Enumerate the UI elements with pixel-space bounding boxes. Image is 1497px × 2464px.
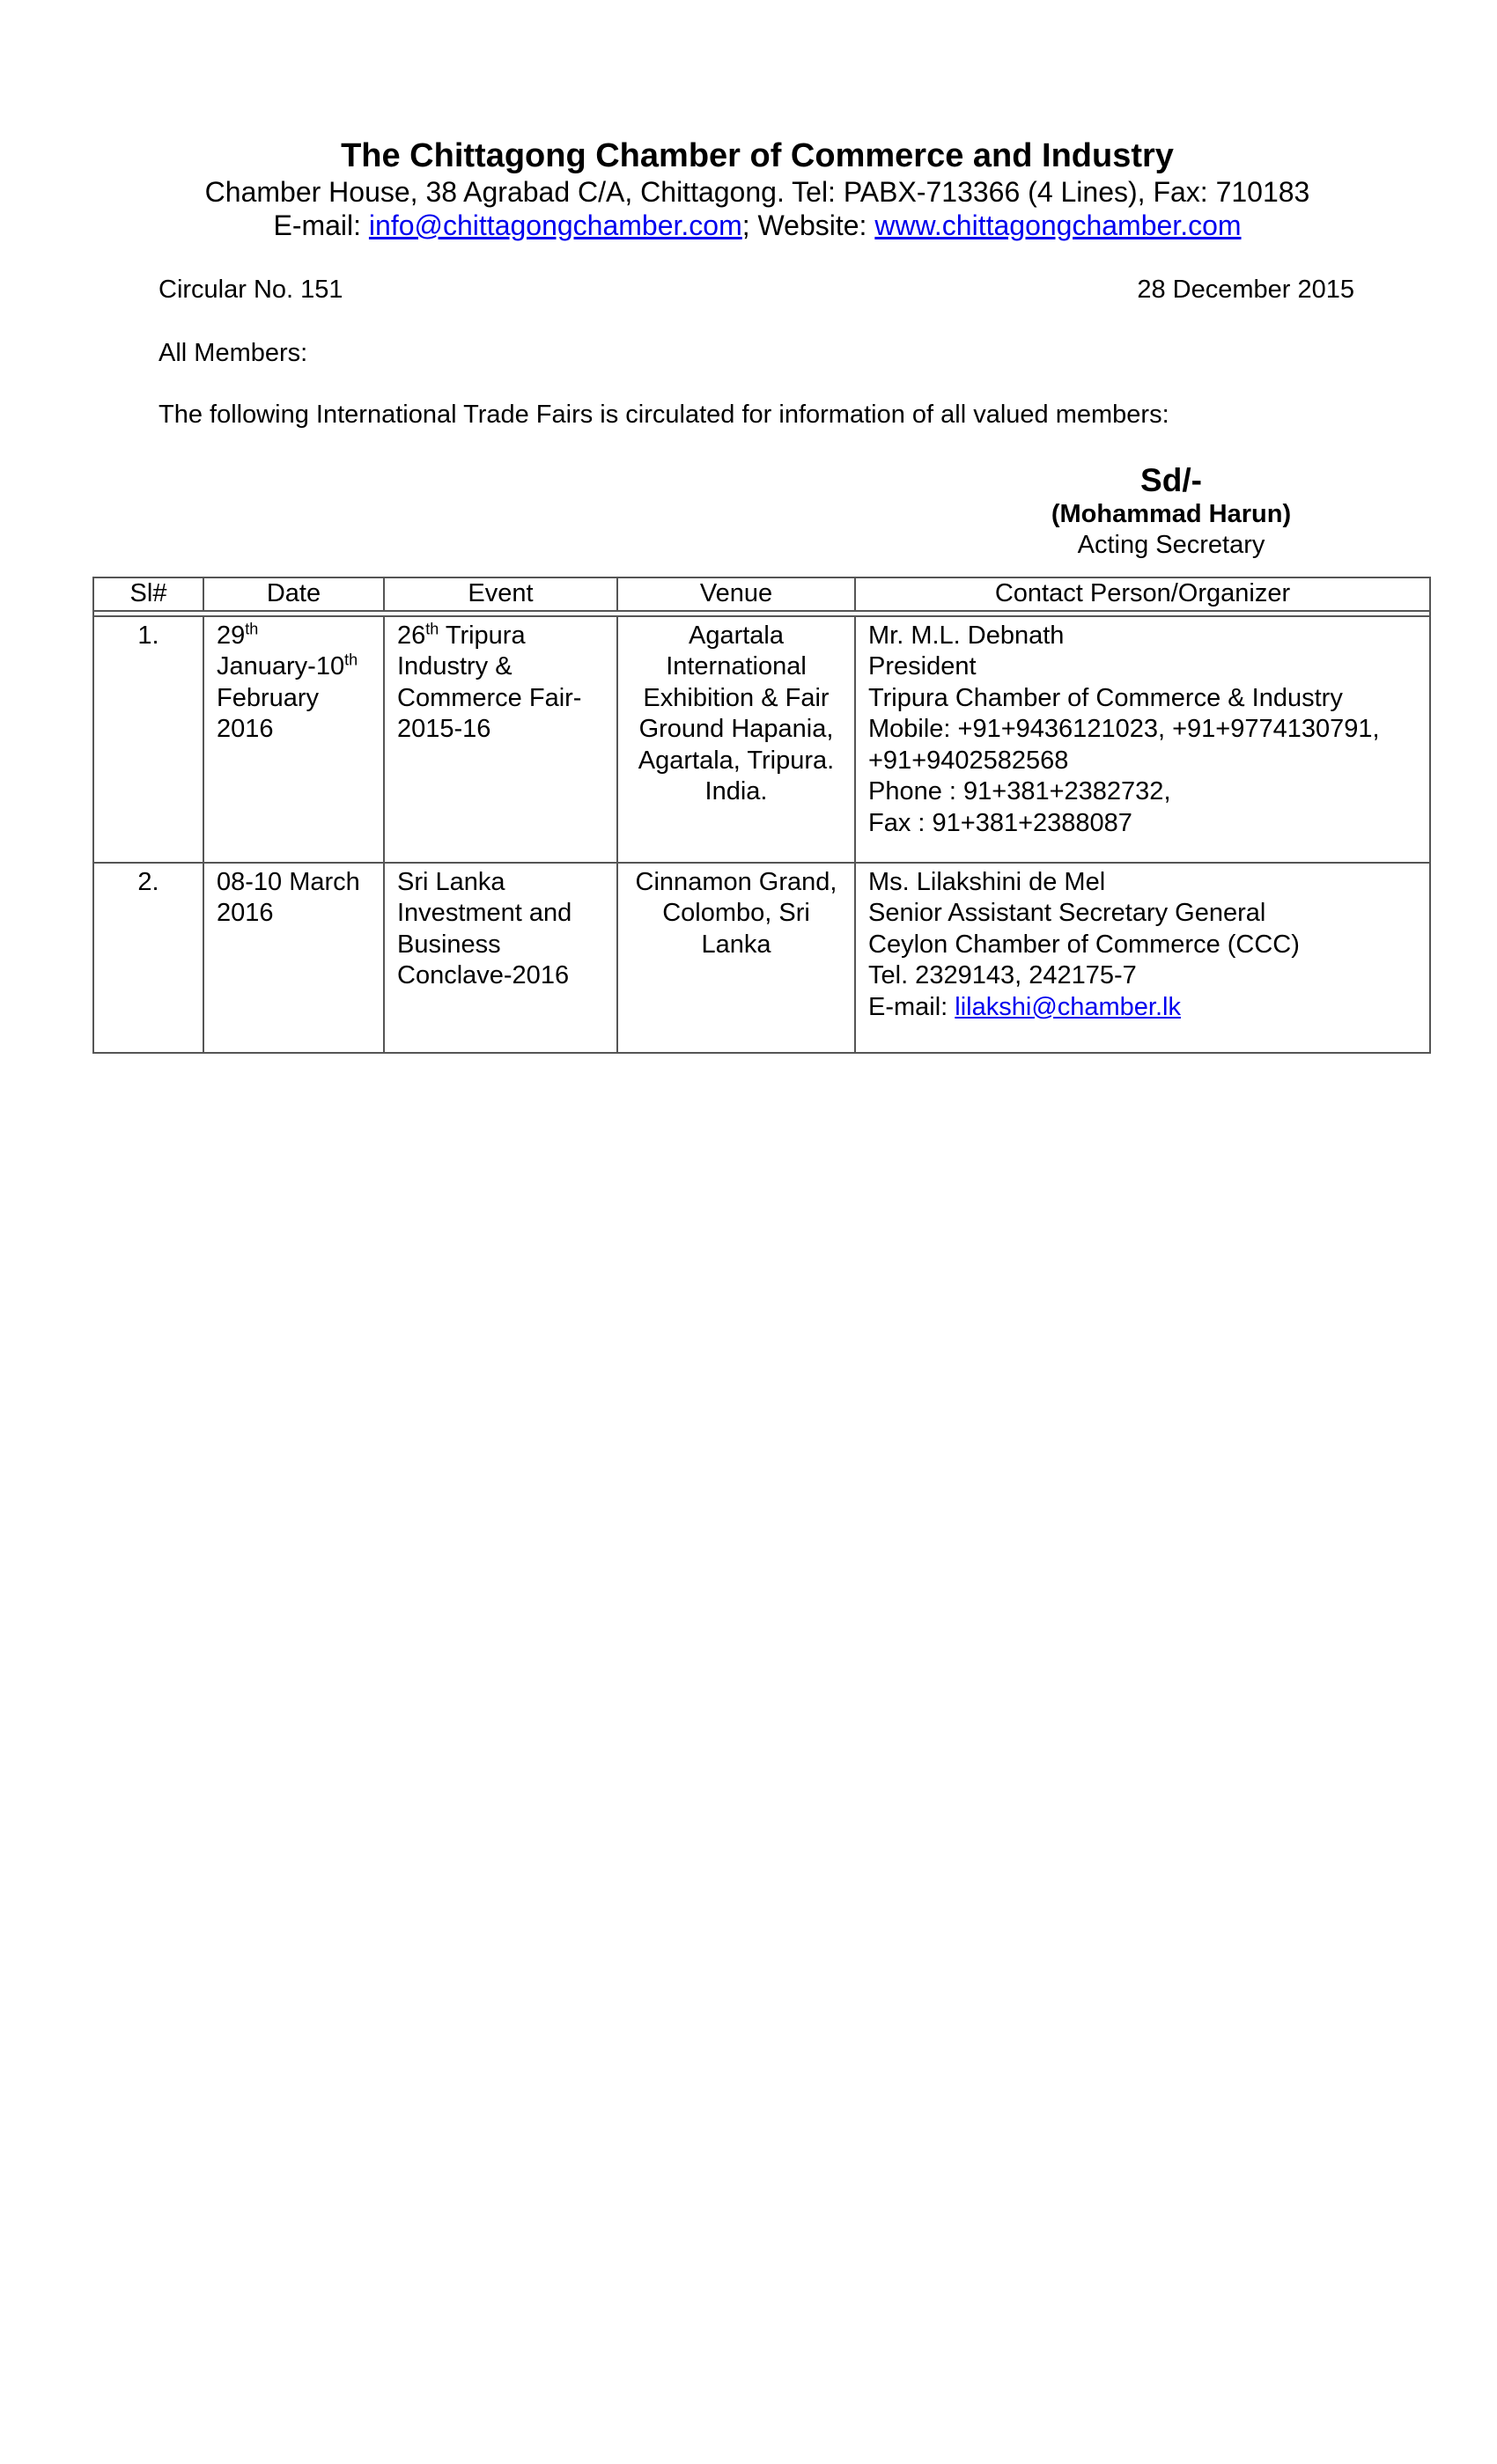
contact-line: Tripura Chamber of Commerce & Industry — [868, 683, 1343, 712]
cell-venue: Agartala International Exhibition & Fair Ground Hapania, Agartala, Tripura. India. — [617, 616, 855, 863]
org-name: The Chittagong Chamber of Commerce and Industry — [341, 137, 1174, 174]
circular-date: 28 December 2015 — [1137, 276, 1354, 304]
org-contact-line — [0, 210, 1497, 242]
cell-contact — [855, 616, 1430, 863]
email-label: E-mail: — [868, 992, 955, 1021]
date-suffix: th — [245, 619, 259, 637]
header-contact: Contact Person/Organizer — [855, 577, 1430, 611]
contact-line: Phone : 91+381+2382732, — [868, 777, 1171, 805]
circular-number: Circular No. 151 — [159, 276, 343, 304]
signatory-name: (Mohammad Harun) — [1051, 500, 1292, 528]
contact-line: Mr. M.L. Debnath — [868, 621, 1065, 650]
contact-line: Senior Assistant Secretary General — [868, 899, 1266, 927]
email-label: E-mail: — [273, 210, 369, 241]
table-row — [93, 863, 1430, 1053]
contact-line: Ms. Lilakshini de Mel — [868, 867, 1106, 896]
contact-line: President — [868, 652, 977, 680]
contact-line: Ceylon Chamber of Commerce (CCC) — [868, 930, 1300, 959]
trade-fairs-table — [92, 577, 1431, 1054]
date-suffix: th — [344, 651, 358, 669]
signature-sd: Sd/- — [1140, 462, 1202, 498]
cell-contact — [855, 863, 1430, 1053]
contact-line: Tel. 2329143, 242175-7 — [868, 961, 1137, 989]
cell-sl: 2. — [93, 863, 203, 1053]
event-suffix: th — [425, 619, 439, 637]
intro-text: The following International Trade Fairs is circulated for information of all valued members: — [159, 401, 1169, 429]
cell-date: 08-10 March 2016 — [203, 863, 384, 1053]
date-middle: January-10 — [217, 652, 345, 680]
org-website-link[interactable]: www.chittagongchamber.com — [874, 210, 1242, 241]
table-row — [93, 616, 1430, 863]
contact-email-line — [868, 992, 1417, 1024]
header-venue: Venue — [617, 577, 855, 611]
org-address: Chamber House, 38 Agrabad C/A, Chittagong. Tel: PABX-713366 (4 Lines), Fax: 710183 — [204, 176, 1310, 208]
date-rest: February 2016 — [217, 683, 320, 743]
contact-line: Fax : 91+381+2388087 — [868, 808, 1132, 837]
header-sl: Sl# — [93, 577, 203, 611]
event-ordinal: 26 — [397, 621, 426, 650]
cell-event — [384, 616, 617, 863]
signatory-title: Acting Secretary — [1077, 531, 1265, 559]
website-label: ; Website: — [741, 210, 875, 241]
contact-line: Mobile: +91+9436121023, +91+9774130791, +91+9402582568 — [868, 715, 1380, 775]
cell-event: Sri Lanka Investment and Business Conclave-2016 — [384, 863, 617, 1053]
header-event: Event — [384, 577, 617, 611]
cell-date — [203, 616, 384, 863]
cell-sl: 1. — [93, 616, 203, 863]
event-name: Tripura Industry & Commerce Fair-2015-16 — [397, 621, 582, 743]
table-header-row — [93, 577, 1430, 611]
salutation: All Members: — [159, 339, 308, 367]
date-day: 29 — [217, 621, 246, 650]
org-email-link[interactable]: info@chittagongchamber.com — [368, 210, 742, 241]
contact-email-link[interactable]: lilakshi@chamber.lk — [955, 992, 1181, 1021]
header-date: Date — [203, 577, 384, 611]
cell-venue: Cinnamon Grand, Colombo, Sri Lanka — [617, 863, 855, 1053]
